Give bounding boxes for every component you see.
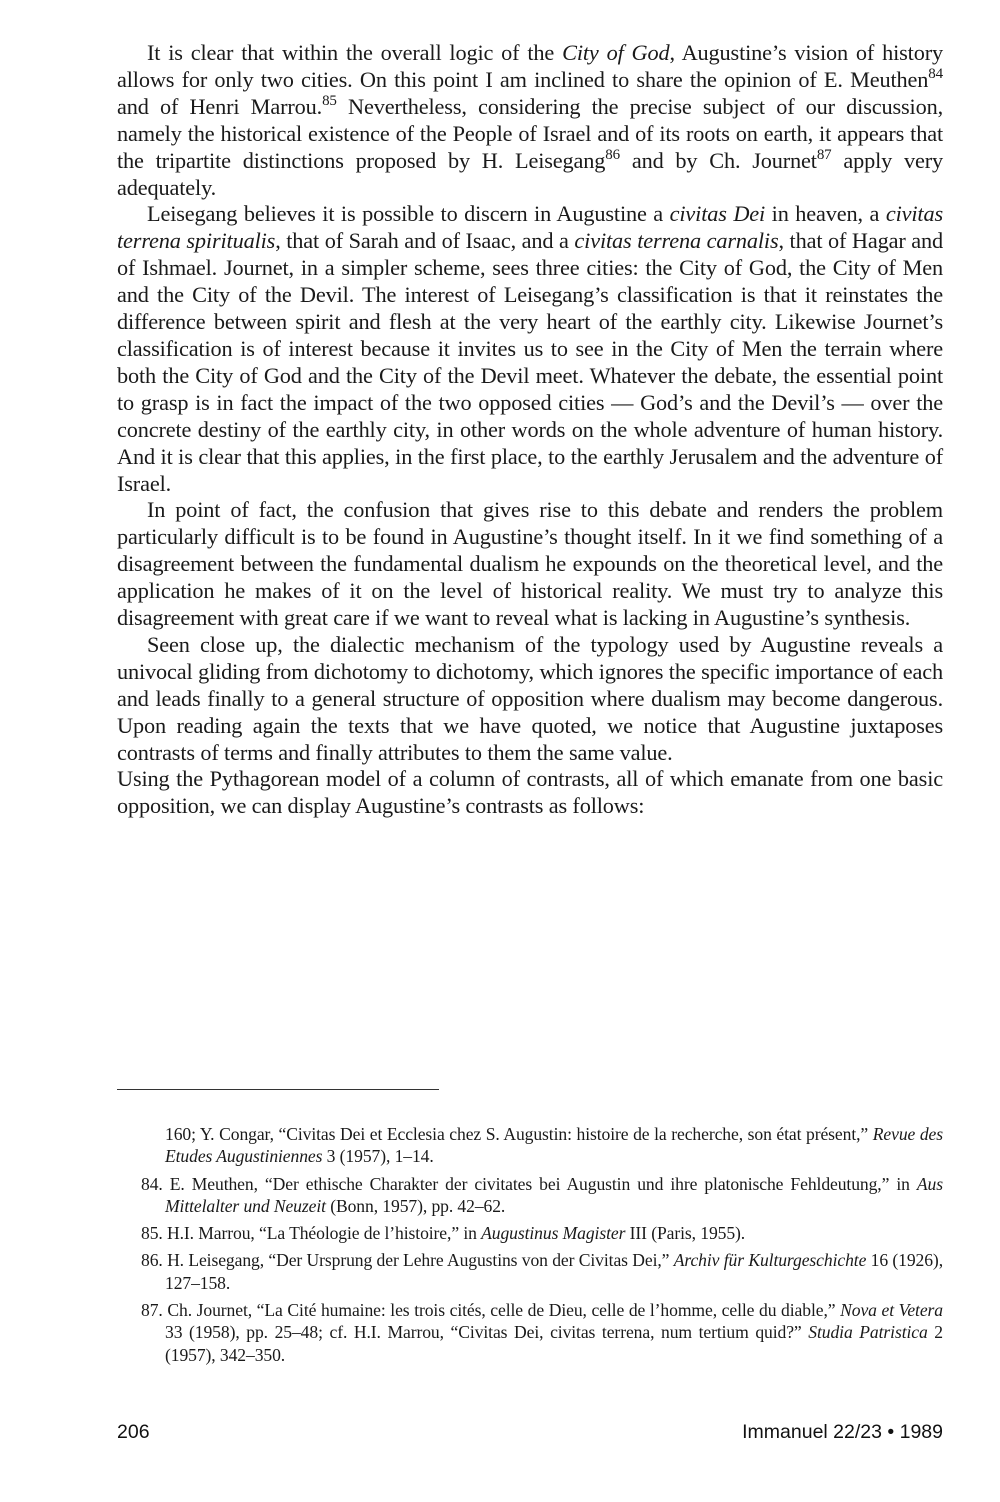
page-number: 206 <box>117 1421 150 1443</box>
text-run: 33 (1958), pp. 25–48; cf. H.I. Marrou, “Civitas Dei, civitas terrena, num tertium quid?” <box>165 1322 809 1343</box>
text-run: H. Leisegang, “Der Ursprung der Lehre Augustins von der Civitas Dei,” <box>167 1250 674 1271</box>
footnote <box>141 1123 943 1168</box>
italic-text: Aus Mittelalter und Neuzeit <box>165 1173 943 1216</box>
footnote-number: 87. <box>141 1300 168 1321</box>
text-run: III (Paris, 1955). <box>625 1223 746 1244</box>
text-run: Ch. Journet, “La Cité humaine: les trois cités, celle de Dieu, celle de l’homme, celle du diable,” <box>167 1300 841 1321</box>
text-run: 2 (1957), 342–350. <box>165 1322 943 1365</box>
text-run: and of Henri Marrou. <box>117 93 323 119</box>
footnote-reference: 85 <box>322 92 337 109</box>
footnote-reference: 84 <box>928 65 943 82</box>
text-run: , that of Hagar and of Ishmael. Journet, in a simpler scheme, sees three cities: the City of God, the City of Men and the City of the Devil. The interest of Leisegang’s classification is that it reinstates the difference between spirit and flesh at the very heart of the earthly city. Likewise Journet’s classification is of interest because it invites us to see in the City of Men the terrain where both the City of God and the City of the Devil meet. Whatever the debate, the essential point to grasp is in fact the impact of the two opposed cities — God’s and the Devil’s — over the concrete destiny of the earthly city, in other words on the whole adventure of human history. And it is clear that this applies, in the first place, to the earthly Jerusalem and the adventure of Israel. <box>117 228 943 496</box>
italic-text: Archiv für Kulturgeschichte <box>673 1250 867 1271</box>
italic-text: civitas Dei <box>669 201 766 227</box>
text-run: and by Ch. Journet <box>620 147 817 173</box>
text-run: H.I. Marrou, “La Théologie de l’histoire,” in <box>167 1223 482 1244</box>
text-run: (Bonn, 1957), pp. 42–62. <box>325 1195 506 1216</box>
text-run: Leisegang believes it is possible to discern in Augustine a <box>147 201 670 227</box>
italic-text: civitas terrena carnalis <box>574 228 779 254</box>
footnote-separator-rule <box>117 1089 439 1090</box>
paragraph <box>117 40 943 201</box>
text-run: 16 (1926), 127–158. <box>165 1250 943 1293</box>
footnote-reference: 87 <box>816 146 832 163</box>
text-run: It is clear that within the overall logic of the <box>147 40 563 65</box>
text-run: , Augustine’s vision of history allows for only two cities. On this point I am inclined to share the opinion of E. Meuthen <box>117 40 944 92</box>
italic-text: Revue des Etudes Augustiniennes <box>165 1124 943 1167</box>
paragraph <box>117 766 943 820</box>
text-run: Seen close up, the dialectic mechanism of the typology used by Augustine reveals a univocal gliding from dichotomy to dichotomy, which ignores the specific importance of each and leads finally to a general structure of opposition where dualism may become dangerous. Upon reading again the texts that we have quoted, we notice that Augustine juxtaposes contrasts of terms and finally attributes to them the same value. <box>117 631 943 765</box>
footnote <box>141 1222 943 1244</box>
italic-text: Nova et Vetera <box>840 1300 943 1321</box>
text-run: Nevertheless, considering the precise subject of our discussion, namely the historical existence of the People of Israel and of its roots on earth, it appears that the tripartite distinctions proposed by H. Leisegang <box>117 93 943 173</box>
italic-text: civitas terrena spiritualis <box>117 201 943 254</box>
text-run: In point of fact, the confusion that gives rise to this debate and renders the problem particularly difficult is to be found in Augustine’s thought itself. In it we find something of a disagreement between the fundamental dualism he expounds on the theoretical level, and the application he makes of it on the level of historical reality. We must try to analyze this disagreement with great care if we want to reveal what is lacking in Augustine’s synthesis. <box>117 497 943 631</box>
text-run: E. Meuthen, “Der ethische Charakter der civitates bei Augustin und ihre platonische Fehldeutung,” in <box>169 1173 917 1194</box>
page-footer <box>117 1421 943 1451</box>
footnote-number: 84. <box>141 1173 170 1194</box>
footnote-number: 85. <box>141 1223 167 1244</box>
text-run: in heaven, a <box>765 201 886 227</box>
text-run: apply very adequately. <box>117 147 944 200</box>
italic-text: Studia Patristica <box>808 1322 928 1343</box>
footnote <box>141 1173 943 1218</box>
text-run: 3 (1957), 1–14. <box>322 1146 434 1167</box>
italic-text: Augustinus Magister <box>481 1223 626 1244</box>
footnote <box>141 1299 943 1366</box>
text-run: Using the Pythagorean model of a column of contrasts, all of which emanate from one basic opposition, we can display Augustine’s contrasts as follows: <box>117 766 943 819</box>
italic-text: City of God <box>562 40 670 65</box>
paragraph <box>117 632 943 767</box>
paragraph <box>117 497 943 632</box>
footnote-number: 86. <box>141 1250 168 1271</box>
footnote-reference: 86 <box>605 146 620 163</box>
footnotes-section <box>141 1123 943 1371</box>
text-run: , that of Sarah and of Isaac, and a <box>275 228 575 254</box>
text-run: 160; Y. Congar, “Civitas Dei et Ecclesia chez S. Augustin: histoire de la recherche, son état présent,” <box>165 1124 873 1144</box>
paragraph <box>117 201 943 497</box>
journal-citation: Immanuel 22/23 • 1989 <box>742 1421 943 1443</box>
footnote <box>141 1249 943 1294</box>
main-text-body <box>117 40 943 820</box>
